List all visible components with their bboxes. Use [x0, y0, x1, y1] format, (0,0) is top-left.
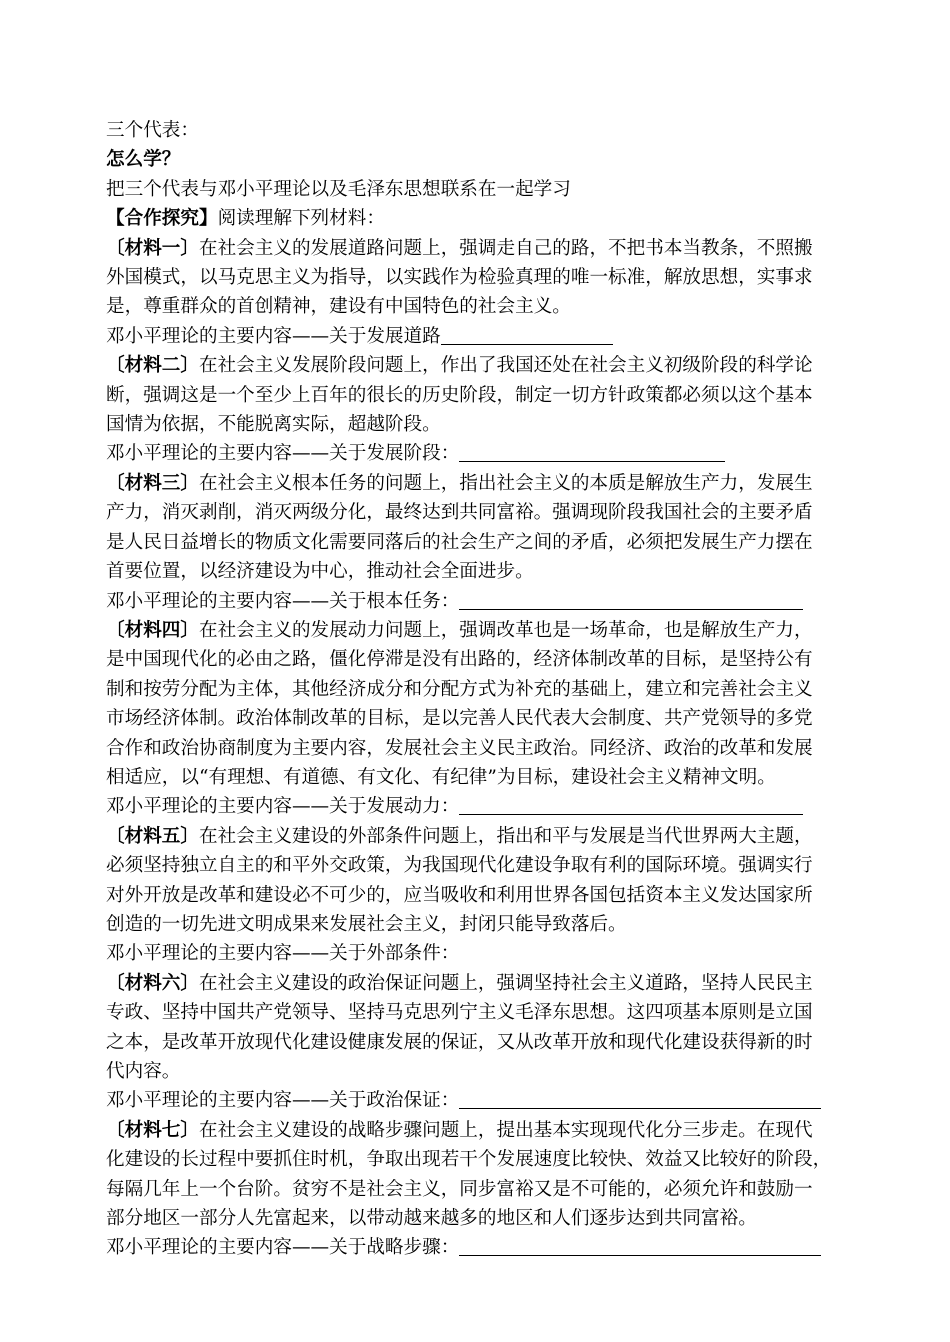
material-text: 是人民日益增长的物质文化需要同落后的社会生产之间的矛盾，必须把发展生产力摆在	[106, 531, 813, 553]
material-3	[106, 469, 854, 616]
how-to-learn-heading: 怎么学？	[106, 149, 181, 171]
material-text: 对外开放是改革和建设必不可少的，应当吸收和利用世界各国包括资本主义发达国家所	[106, 884, 813, 906]
material-7	[106, 1116, 854, 1263]
material-text: 相适应，以“有理想、有道德、有文化、有纪律”为目标，建设社会主义精神文明。	[106, 766, 776, 788]
answer-blank[interactable]	[459, 443, 725, 462]
material-text: 在社会主义的发展道路问题上，强调走自己的路，不把书本当教条，不照搬	[198, 237, 813, 259]
question-line	[106, 939, 854, 968]
material-text: 化建设的长过程中要抓住时机，争取出现若干个发展速度比较快、效益又比较好的阶段，	[106, 1149, 832, 1171]
material-text: 创造的一切先进文明成果来发展社会主义，封闭只能导致落后。	[106, 913, 627, 935]
material-2	[106, 351, 854, 469]
material-6	[106, 969, 854, 1116]
material-text: 首要位置，以经济建设为中心，推动社会全面进步。	[106, 561, 534, 583]
material-5	[106, 822, 854, 969]
material-4	[106, 616, 854, 822]
material-text: 外国模式，以马克思主义为指导，以实践作为检验真理的唯一标准，解放思想，实事求	[106, 267, 813, 289]
document-page	[106, 116, 854, 1263]
question-line	[106, 587, 854, 616]
question-line	[106, 1086, 854, 1115]
material-text: 在社会主义建设的外部条件问题上，指出和平与发展是当代世界两大主题，	[198, 825, 813, 847]
question-line	[106, 439, 854, 468]
material-text: 之本，是改革开放现代化建设健康发展的保证，又从改革开放和现代化建设获得新的时	[106, 1031, 813, 1053]
material-text: 必须坚持独立自主的和平外交政策，为我国现代化建设争取有利的国际环境。强调实行	[106, 855, 813, 877]
material-text: 代内容。	[106, 1061, 181, 1082]
question-text: 邓小平理论的主要内容——关于根本任务：	[106, 590, 460, 612]
material-label: 〔材料四〕	[106, 619, 199, 641]
material-text: 断，强调这是一个至少上百年的很长的历史阶段，制定一切方针政策都必须以这个基本	[106, 384, 813, 406]
coop-intro	[106, 204, 854, 233]
question-text: 邓小平理论的主要内容——关于发展阶段：	[106, 443, 460, 465]
material-text: 市场经济体制。政治体制改革的目标，是以完善人民代表大会制度、共产党领导的多党	[106, 708, 813, 730]
question-text: 邓小平理论的主要内容——关于战略步骤：	[106, 1237, 460, 1259]
material-text: 专政、坚持中国共产党领导、坚持马克思列宁主义毛泽东思想。这四项基本原则是立国	[106, 1002, 813, 1024]
material-label: 〔材料六〕	[106, 972, 199, 994]
material-label: 〔材料五〕	[106, 825, 199, 847]
answer-blank[interactable]	[459, 1090, 821, 1109]
material-text: 在社会主义的发展动力问题上，强调改革也是一场革命，也是解放生产力，	[198, 619, 813, 641]
material-text: 部分地区一部分人先富起来，以带动越来越多的地区和人们逐步达到共同富裕。	[106, 1208, 757, 1230]
learning-method: 把三个代表与邓小平理论以及毛泽东思想联系在一起学习	[106, 178, 571, 200]
material-text: 在社会主义建设的政治保证问题上，强调坚持社会主义道路，坚持人民民主	[198, 972, 813, 994]
material-text: 产力，消灭剥削，消灭两级分化，最终达到共同富裕。强调现阶段我国社会的主要矛盾	[106, 502, 813, 524]
material-label: 〔材料二〕	[106, 355, 199, 377]
material-text: 在社会主义发展阶段问题上，作出了我国还处在社会主义初级阶段的科学论	[198, 355, 813, 377]
material-text: 每隔几年上一个台阶。贫穷不是社会主义，同步富裕又是不可能的，必须允许和鼓励一	[106, 1178, 813, 1200]
material-text: 在社会主义建设的战略步骤问题上，提出基本实现现代化分三步走。在现代	[198, 1119, 813, 1141]
material-label: 〔材料七〕	[106, 1119, 199, 1141]
coop-label: 【合作探究】	[106, 208, 218, 230]
material-text: 国情为依据，不能脱离实际，超越阶段。	[106, 414, 441, 436]
question-line	[106, 322, 854, 351]
question-text: 邓小平理论的主要内容——关于发展道路	[106, 325, 441, 347]
question-line	[106, 1233, 854, 1262]
material-1	[106, 234, 854, 352]
question-text: 邓小平理论的主要内容——关于外部条件：	[106, 943, 460, 965]
answer-blank[interactable]	[459, 796, 803, 815]
material-text: 是中国现代化的必由之路，僵化停滞是没有出路的，经济体制改革的目标，是坚持公有	[106, 649, 813, 671]
question-line	[106, 792, 854, 821]
material-text: 是，尊重群众的首创精神，建设有中国特色的社会主义。	[106, 296, 571, 318]
question-text: 邓小平理论的主要内容——关于发展动力：	[106, 796, 460, 818]
three-reps-heading: 三个代表：	[106, 120, 199, 141]
material-text: 制和按劳分配为主体，其他经济成分和分配方式为补充的基础上，建立和完善社会主义	[106, 678, 813, 700]
answer-blank[interactable]	[459, 591, 803, 610]
answer-blank[interactable]	[441, 326, 613, 345]
answer-blank[interactable]	[459, 1237, 821, 1256]
material-label: 〔材料一〕	[106, 237, 199, 259]
material-label: 〔材料三〕	[106, 472, 199, 494]
question-text: 邓小平理论的主要内容——关于政治保证：	[106, 1090, 460, 1112]
coop-text: 阅读理解下列材料：	[217, 208, 385, 230]
material-text: 合作和政治协商制度为主要内容，发展社会主义民主政治。同经济、政治的改革和发展	[106, 737, 813, 759]
material-text: 在社会主义根本任务的问题上，指出社会主义的本质是解放生产力，发展生	[198, 472, 813, 494]
